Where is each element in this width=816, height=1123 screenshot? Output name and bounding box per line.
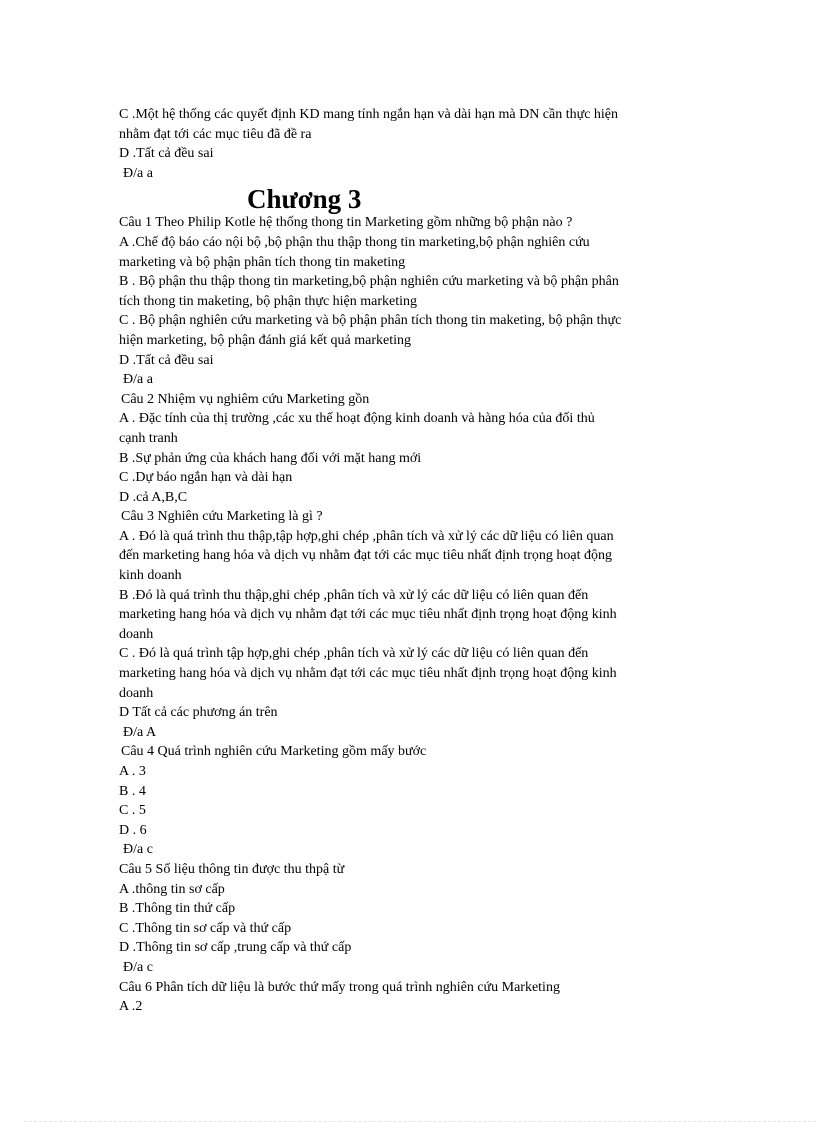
answer-option: B .Sự phản ứng của khách hang đối với mặt hang mới [119,450,422,466]
text-line: tích thong tin maketing, bộ phận thực hiện marketing [119,293,418,309]
answer-option: B .Thông tin thứ cấp [119,901,236,917]
text-line: doanh [119,685,154,701]
document-body [119,105,699,1017]
answer-option: A . Đó là quá trình thu thập,tập hợp,ghi chép ,phân tích và xử lý các dữ liệu có liên quan [119,528,614,544]
answer-option: C .Thông tin sơ cấp và thứ cấp [119,920,292,936]
question: Câu 1 Theo Philip Kotle hệ thống thong tin Marketing gồm những bộ phận nào ? [119,215,573,231]
answer-key: Đ/a a [123,372,153,388]
chapter-title: Chương 3 [247,184,362,215]
answer-option: C . Đó là quá trình tập hợp,ghi chép ,phân tích và xử lý các dữ liệu có liên quan đến [119,646,589,662]
answer-option: A .2 [119,999,143,1015]
answer-key: Đ/a a [123,165,153,181]
answer-option: A . 3 [119,764,146,779]
question: Câu 2 Nhiệm vụ nghiêm cứu Marketing gồn [121,391,370,407]
answer-option: A .thông tin sơ cấp [119,881,225,897]
answer-option: D .Tất cả đều sai [119,352,214,368]
question: Câu 3 Nghiên cứu Marketing là gì ? [121,509,323,525]
question: Câu 6 Phân tích dữ liệu là bước thứ mấy trong quá trình nghiên cứu Marketing [119,979,560,995]
answer-option: D . 6 [119,822,147,838]
text-line: đến marketing hang hóa và dịch vụ nhằm đạt tới các mục tiêu nhất định trọng hoạt động [119,548,612,564]
text-line: marketing hang hóa và dịch vụ nhằm đạt tới các mục tiêu nhất định trọng hoạt động kinh [119,607,617,623]
answer-option: B .Đó là quá trình thu thập,ghi chép ,phân tích và xử lý các dữ liệu có liên quan đến [119,587,589,603]
answer-option: D .cả A,B,C [119,489,188,505]
answer-key: Đ/a c [123,842,153,858]
text-line: cạnh tranh [119,430,178,446]
answer-option: D .Tất cả đều sai [119,146,214,162]
text-line: kinh doanh [119,568,182,584]
answer-option: D .Thông tin sơ cấp ,trung cấp và thứ cấp [119,940,352,956]
answer-option: B . 4 [119,783,146,799]
answer-key: Đ/a c [123,959,153,975]
text-line: C .Một hệ thống các quyết định KD mang tính ngắn hạn và dài hạn mà DN cần thực hiện [119,107,619,122]
text-line: marketing hang hóa và dịch vụ nhằm đạt tới các mục tiêu nhất định trọng hoạt động kinh [119,666,617,682]
answer-option: C .Dự báo ngắn hạn và dài hạn [119,470,293,486]
text-line: doanh [119,626,154,642]
page-bottom-divider [24,1121,816,1122]
answer-option: A . Đặc tính của thị trường ,các xu thế hoạt động kinh doanh và hàng hóa của đối thủ [119,411,595,427]
answer-option: D Tất cả các phương án trên [119,705,278,721]
text-line: marketing và bộ phận phân tích thong tin maketing [119,254,406,270]
answer-option: A .Chế độ báo cáo nội bộ ,bộ phận thu thập thong tin marketing,bộ phận nghiên cứu [119,234,590,250]
answer-option: C . 5 [119,803,146,819]
question: Câu 5 Số liệu thông tin được thu thpậ từ [119,861,345,877]
answer-option: B . Bộ phận thu thập thong tin marketing,bộ phận nghiên cứu marketing và bộ phận phân [119,274,619,290]
text-line: hiện marketing, bộ phận đánh giá kết quả marketing [119,332,411,348]
answer-key: Đ/a A [123,724,157,740]
answer-option: C . Bộ phận nghiên cứu marketing và bộ phận phân tích thong tin maketing, bộ phận thực [119,313,622,329]
text-line: nhằm đạt tới các mục tiêu đã đề ra [119,126,312,142]
question: Câu 4 Quá trình nghiên cứu Marketing gồm mấy bước [121,744,427,760]
